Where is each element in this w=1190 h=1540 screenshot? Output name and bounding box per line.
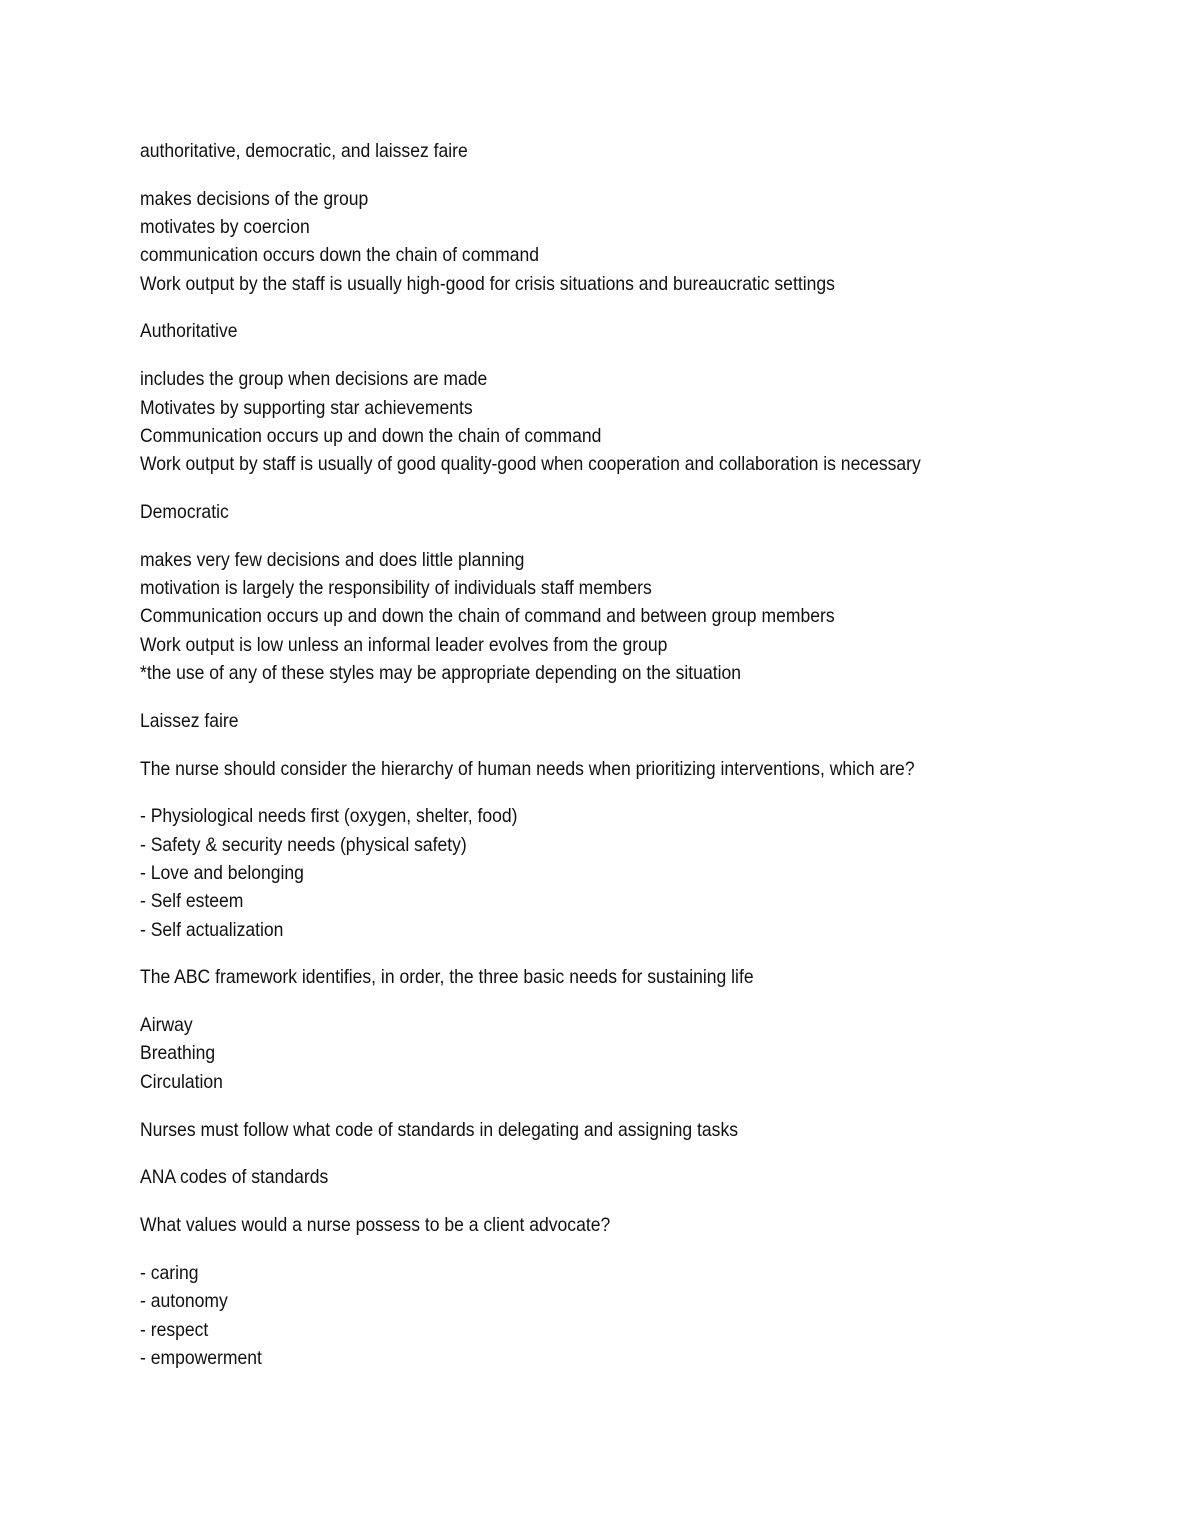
- text-line: communication occurs down the chain of command: [140, 244, 539, 267]
- text-line: includes the group when decisions are made: [140, 368, 488, 391]
- text-line: Communication occurs up and down the chain of command: [140, 424, 602, 447]
- text-line: Airway: [140, 1014, 193, 1037]
- list-item: - autonomy: [140, 1290, 228, 1313]
- text-line: Breathing: [140, 1042, 216, 1065]
- paragraph-authoritative-description: [140, 185, 1100, 298]
- text-line: Democratic: [140, 500, 229, 523]
- paragraph-authoritative-answer: [140, 317, 1100, 345]
- paragraph-democratic-description: [140, 365, 1100, 478]
- paragraph-hierarchy-list: [140, 802, 1100, 943]
- text-line: *the use of any of these styles may be appropriate depending on the situation: [140, 661, 742, 684]
- text-line: The ABC framework identifies, in order, the three basic needs for sustaining life: [140, 966, 754, 989]
- list-item: - Physiological needs first (oxygen, shelter, food): [140, 805, 518, 828]
- list-item: - caring: [140, 1261, 199, 1284]
- text-line: Motivates by supporting star achievements: [140, 396, 473, 419]
- text-line: authoritative, democratic, and laissez faire: [140, 140, 468, 162]
- list-item: - Safety & security needs (physical safety): [140, 833, 467, 856]
- text-line: makes decisions of the group: [140, 187, 369, 210]
- text-line: Circulation: [140, 1070, 223, 1093]
- text-line: Work output by the staff is usually high-good for crisis situations and bureaucratic settings: [140, 272, 835, 295]
- list-item: - Self actualization: [140, 918, 284, 941]
- paragraph-laissez-faire-answer: [140, 707, 1100, 735]
- paragraph-standards-answer: [140, 1163, 1100, 1191]
- paragraph-standards-question: [140, 1116, 1100, 1144]
- text-line: Work output is low unless an informal leader evolves from the group: [140, 633, 668, 656]
- text-line: motivation is largely the responsibility of individuals staff members: [140, 577, 652, 600]
- list-item: - empowerment: [140, 1346, 262, 1369]
- paragraph-advocate-list: [140, 1259, 1100, 1372]
- paragraph-leadership-styles-question: [140, 137, 1100, 165]
- text-line: Work output by staff is usually of good quality-good when cooperation and collaboration is necessary: [140, 453, 921, 476]
- text-line: Authoritative: [140, 320, 238, 343]
- text-line: Laissez faire: [140, 709, 239, 732]
- text-line: What values would a nurse possess to be a client advocate?: [140, 1214, 611, 1237]
- list-item: - Self esteem: [140, 890, 244, 913]
- paragraph-laissez-faire-description: [140, 546, 1100, 687]
- text-line: makes very few decisions and does little planning: [140, 548, 525, 571]
- text-line: Nurses must follow what code of standards in delegating and assigning tasks: [140, 1118, 739, 1141]
- list-item: - Love and belonging: [140, 861, 304, 884]
- text-line: motivates by coercion: [140, 216, 310, 239]
- paragraph-abc-answer: [140, 1011, 1100, 1096]
- paragraph-abc-question: [140, 963, 1100, 991]
- paragraph-democratic-answer: [140, 498, 1100, 526]
- text-line: Communication occurs up and down the chain of command and between group members: [140, 605, 835, 628]
- document-body: [140, 137, 1100, 1392]
- list-item: - respect: [140, 1318, 209, 1341]
- text-line: The nurse should consider the hierarchy of human needs when prioritizing interventions, which are?: [140, 757, 915, 780]
- text-line: ANA codes of standards: [140, 1166, 329, 1189]
- paragraph-hierarchy-question: [140, 755, 1100, 783]
- paragraph-advocate-question: [140, 1211, 1100, 1239]
